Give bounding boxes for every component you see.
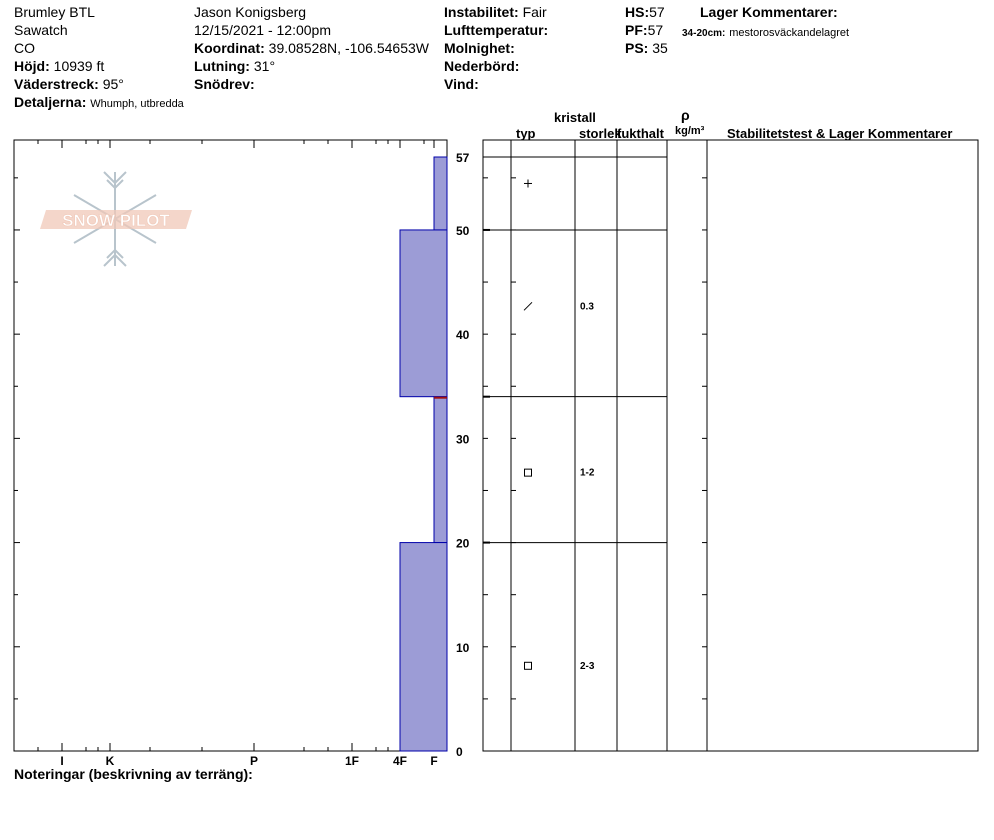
depth-axis-labels <box>456 151 470 759</box>
location-name: Brumley BTL <box>14 4 95 20</box>
observer: Jason Konigsberg <box>194 4 307 20</box>
aspect-label: Väderstreck: <box>14 76 99 92</box>
elevation-label: Höjd: <box>14 58 50 74</box>
precip-label: Nederbörd: <box>444 58 520 74</box>
hardness-label: F <box>430 754 438 768</box>
col-rho: ρ <box>681 107 690 123</box>
sky-label: Molnighet: <box>444 40 515 56</box>
state: CO <box>14 40 35 56</box>
hardness-plot-frame <box>14 140 447 751</box>
layer-bar <box>400 543 447 751</box>
layer-table-frame <box>483 140 978 751</box>
ps-label: PS: <box>625 40 649 56</box>
details-value: Whumph, utbredda <box>90 98 184 110</box>
notes-label: Noteringar (beskrivning av terräng): <box>14 766 253 782</box>
grain-size-label: 1-2 <box>580 467 595 479</box>
coord-value: 39.08528N, -106.54653W <box>268 40 429 56</box>
faceted-icon <box>525 662 532 669</box>
datetime: 12/15/2021 - 12:00pm <box>194 22 331 38</box>
details-label: Detaljerna: <box>14 94 87 110</box>
slope-label: Lutning: <box>194 58 250 74</box>
pf-value: 57 <box>647 22 664 38</box>
layer-comment-text: mestorosväckandelagret <box>729 27 850 39</box>
col-crystal: kristall <box>554 110 596 125</box>
slope-value: 31° <box>253 58 276 74</box>
grain-size-label: 0.3 <box>580 301 594 313</box>
depth-label: 30 <box>456 432 470 447</box>
depth-label: 50 <box>456 223 470 238</box>
grain-size-label: 2-3 <box>580 660 595 672</box>
hs-label: HS: <box>625 4 650 20</box>
hardness-label: 4F <box>392 754 408 768</box>
layer-table-rows <box>483 157 707 751</box>
hardness-label: 1F <box>344 754 360 768</box>
col-size: storlek <box>579 126 622 141</box>
depth-label: 40 <box>456 328 470 343</box>
left-axis-ticks <box>14 140 434 751</box>
hardness-axis-labels <box>60 754 437 768</box>
drift-label: Snödrev: <box>194 76 255 92</box>
hardness-label: P <box>249 754 259 768</box>
col-density-unit: kg/m³ <box>675 125 705 137</box>
layer-bars <box>400 157 447 751</box>
depth-label: 10 <box>456 640 470 655</box>
instability-label: Instabilitet: <box>444 4 519 20</box>
elevation-value: 10939 ft <box>53 58 105 74</box>
hardness-label: I <box>60 754 64 768</box>
hs-value: 57 <box>649 4 665 20</box>
depth-label: 0 <box>456 745 463 759</box>
col-stability: Stabilitetstest & Lager Kommentarer <box>727 126 953 141</box>
layer-comment-range: 34-20cm: <box>682 28 726 39</box>
layer-comments-label: Lager Kommentarer: <box>700 4 838 20</box>
wind-label: Vind: <box>444 76 479 92</box>
col-type: typ <box>516 126 536 141</box>
depth-label: 57 <box>456 151 470 165</box>
decomposing-icon <box>524 302 532 310</box>
instability-value: Fair <box>522 4 547 20</box>
depth-label: 20 <box>456 536 470 551</box>
snowpilot-logo <box>40 172 192 266</box>
mountain-range: Sawatch <box>14 22 68 38</box>
pf-label: PF: <box>625 22 648 38</box>
faceted-icon <box>525 469 532 476</box>
logo-text: SNOW PILOT <box>62 211 170 230</box>
ps-value: 35 <box>652 40 668 56</box>
aspect-value: 95° <box>102 76 124 92</box>
layer-bar <box>400 230 447 397</box>
layer-bar <box>434 397 447 543</box>
airtemp-label: Lufttemperatur: <box>444 22 549 38</box>
coord-label: Koordinat: <box>194 40 265 56</box>
hardness-label: K <box>105 754 115 768</box>
layer-bar <box>434 157 447 230</box>
col-moisture: fukthalt <box>617 126 664 141</box>
